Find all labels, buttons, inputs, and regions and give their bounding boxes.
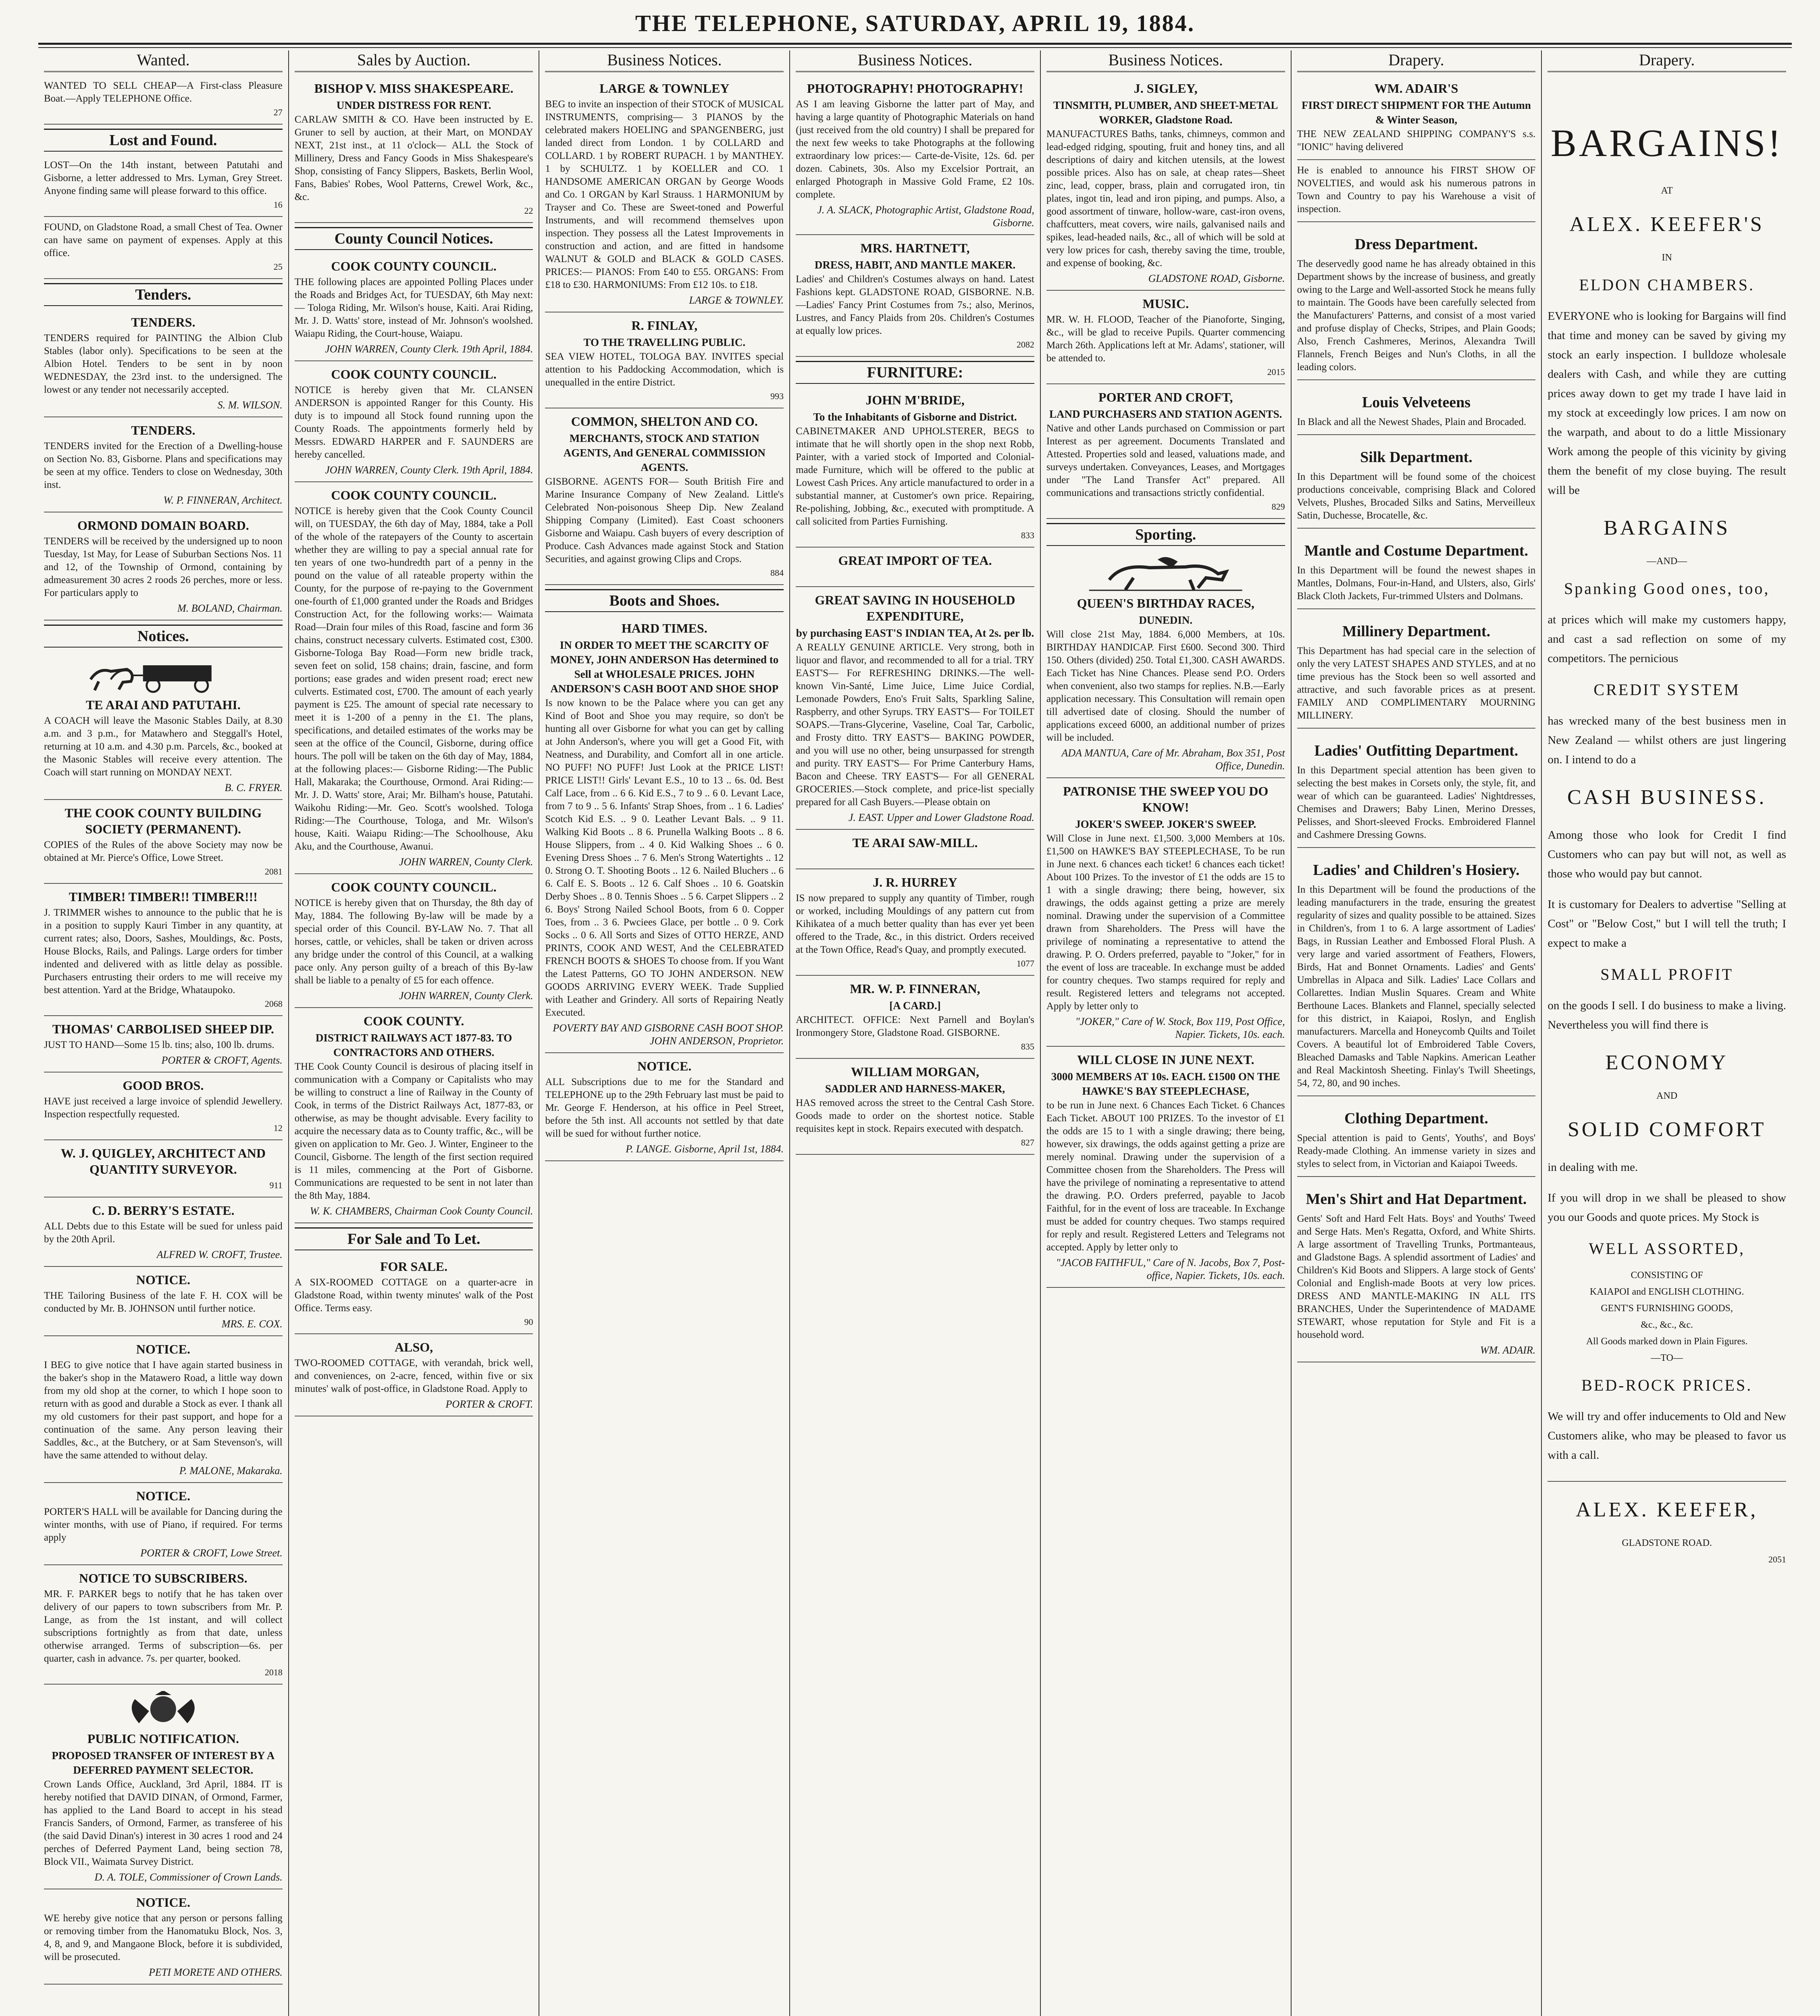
ad-body: ALL Debts due to this Estate will be sued for unless paid by the 20th April. [44, 1221, 283, 1245]
advertisement [796, 235, 1034, 357]
ad-body: MANUFACTURES Baths, tanks, chimneys, common and lead-edged ridging, spouting, fruit and honey tins, and all descriptions of dairy and kitchen utensils, at the lowest possible prices. Also has on sale, at cheap rates—Sheet zinc, lead, copper, brass, plain and corrugated iron, tin plates, ingot tin, lead and iron piping, and pumps. Also, a good assortment of tinware, hollow-ware, cast-iron ovens, chaffcutters, meat covers, wire nails, galvanised nails and spikes, lead-headed nails, &c., all of which will be sold at very low prices for cash, thereby saving the time, trouble, and expense of booking, &c. [1046, 129, 1285, 269]
ad-body: Ladies' and Children's Costumes always on hand. Latest Fashions kept. GLADSTONE ROAD, GISBORNE. N.B.—Ladies' Fancy Print Costumes from 7s.; also, Merinos, Lustres, and Fancy Plaids from 20s. Children's Costumes at equally low prices. [796, 274, 1034, 336]
ad-body: THE Cook County Council is desirous of placing itself in communication with a Company or Capitalists who may be willing to construct a line of Railway in the County of Cook, in terms of the District Railways Act, 1877-83, or otherwise, as may be thought advisable. Every facility to acquire the necessary data as to County traffic, &c., will be given on application to Mr. Geo. J. Winter, Engineer to the Council, Gisborne. The length of the first section required is 11 miles, commencing at the Port of Gisborne. Communications are requested to be sent in not later than the 8th May, 1884. [294, 1061, 533, 1201]
advertisement [796, 830, 1034, 869]
ad-body: Native and other Lands purchased on Commission or part Interest as per agreement. Documents Translated and Attested. Properties sold and leased, valuations made, and surveys undertaken. Conveyances, Leases, and Mortgages under "The Land Transfer Act" prepared. All communications and transactions strictly confidential. [1046, 423, 1285, 498]
ad-title: NOTICE. [136, 1489, 190, 1503]
body-paragraph: EVERYONE who is looking for Bargains will find that time and money can be saved by giving my stock an early inspection. I bulldoze wholesale dealers with Cash, and while they are cutting prices away down to get my trade I have laid in my stock at exceedingly low prices. I am now on the warpath, and about to do a little Missionary Work among the people of this vicinity by giving them the benefit of my close buying. The result will be [1548, 310, 1787, 497]
store-location: ELDON CHAMBERS. [1579, 276, 1755, 294]
ad-title: COOK COUNTY COUNCIL. [331, 880, 497, 894]
advertisement [44, 1073, 283, 1140]
ad-signature: J. EAST. Upper and Lower Gladstone Road. [848, 812, 1034, 823]
body-paragraph: has wrecked many of the best business men in New Zealand — whilst others are just lingering on. I intend to do a [1548, 714, 1787, 766]
bargains-subheading: BARGAINS [1604, 516, 1731, 539]
ad-title: JOHN M'BRIDE, [865, 393, 965, 407]
ad-title: PHOTOGRAPHY! PHOTOGRAPHY! [807, 81, 1023, 96]
ad-signature: ADA MANTUA, Care of Mr. Abraham, Box 351, Post Office, Dunedin. [1061, 747, 1285, 772]
ad-body: Will Close in June next. £1,500. 3,000 Members at 10s. £1,500 on HAWKE'S BAY STEEPLECHASE, To be run in June next. 6 chances each ticket! 6 chances each ticket! About 100 Prizes. To the investor of £1 the odds are 15 to 1 with a single drawing; there being, however, six drawings, the odds against getting a prize are merely nominal. Drawing under the supervision of a Committee drawn from Shareholders. The Press will have the privilege of nominating a representative to attend the drawing. P. O. Orders preferred, payable to "Joker," for in the event of loss are traceable. In exchange must be added for country cheques. Two stamps required for reply and result. Registered letters and telegrams not accepted. Apply by letter only to [1046, 833, 1285, 1012]
ad-body: In Black and all the Newest Shades, Plain and Brocaded. [1297, 417, 1527, 427]
column [789, 50, 1040, 2016]
ad-body: SEA VIEW HOTEL, TOLOGA BAY. INVITES special attention to his Paddocking Accommodation, which is unequalled in the entire District. [545, 351, 784, 388]
ad-subtitle: TINSMITH, PLUMBER, AND SHEET-METAL WORKER, Gladstone Road. [1053, 99, 1278, 126]
section-header: Notices. [44, 625, 283, 648]
ad-body: ARCHITECT. OFFICE: Next Parnell and Boylan's Ironmongery Store, Gladstone Road. GISBORNE. [796, 1014, 1034, 1038]
arms-illustration-icon [70, 1691, 256, 1727]
columns [38, 50, 1792, 2016]
ad-reference-number: 2051 [1768, 1554, 1787, 1564]
ad-title: TE ARAI AND PATUTAHI. [85, 698, 241, 712]
advertisement [44, 1016, 283, 1073]
ad-title: MR. W. P. FINNERAN, [850, 981, 980, 996]
ad-reference-number: 25 [273, 262, 283, 272]
ad-body: PORTER'S HALL will be available for Dancing during the winter months, with use of Piano, if required. For terms apply [44, 1506, 283, 1543]
ad-reference-number: 2082 [1016, 339, 1034, 350]
coach-illustration-icon [70, 657, 256, 694]
advertisement [1046, 778, 1285, 1047]
ad-body: AS I am leaving Gisborne the latter part of May, and having a large quantity of Photographic Materials on hand (just received from the old country) I shall be prepared for the next few weeks to take Photographs at the following extraordinary low prices:— Carte-de-Visite, 12s. 6d. per dozen. Cabinets, 30s. Also my Excelsior Portrait, an enlarged Photograph in Massive Gold Frame, £2 10s. complete. [796, 99, 1034, 200]
advertisement [44, 512, 283, 621]
ad-title: BISHOP V. MISS SHAKESPEARE. [314, 81, 514, 96]
horse-illustration-icon [1073, 556, 1259, 592]
section-header: Sporting. [1046, 523, 1285, 546]
advertisement [44, 417, 283, 512]
ad-reference-number: 884 [770, 568, 784, 578]
plain-figures-line: All Goods marked down in Plain Figures. [1586, 1336, 1748, 1347]
ad-body: NOTICE is hereby given that on Thursday, the 8th day of May, 1884. The following By-law will be made by a special order of this Council. BY-LAW No. 7. That all horses, cattle, or vehicles, shall be taken or driven across any bridge under the control of this Council, at a walking pace only. Any person guilty of a breach of this By-law shall be liable to a penalty of £5 for each offence. [294, 898, 533, 986]
ad-subtitle: DUNEDIN. [1139, 614, 1193, 626]
advertisement [796, 75, 1034, 235]
ad-body: Special attention is paid to Gents', Youths', and Boys' Ready-made Clothing. An immense variety in sizes and styles to select from, in Victorian and Kaiapoi Tweeds. [1297, 1133, 1536, 1169]
ad-title: C. D. BERRY'S ESTATE. [92, 1203, 235, 1218]
comfort-heading: SOLID COMFORT [1567, 1118, 1766, 1141]
ad-title: COOK COUNTY COUNCIL. [331, 259, 497, 273]
ad-body: I BEG to give notice that I have again started business in the baker's shop in the Matawero Road, a little way down from my old shop at the corner, to which I hope soon to return with as good and durable a Stock as ever. I thank all my old customers for their past support, and hope for a continuation of the same. Any person leaving their Saddles, &c., at the Butchery, or at Sam Stevenson's, will have the same attended to without delay. [44, 1360, 283, 1461]
ad-subtitle: LAND PURCHASERS AND STATION AGENTS. [1049, 408, 1282, 420]
ad-title: PUBLIC NOTIFICATION. [87, 1731, 239, 1746]
at-line: AT [1661, 185, 1673, 196]
ad-signature: B. C. FRYER. [225, 782, 283, 793]
column [38, 50, 288, 2016]
advertisement [44, 155, 283, 217]
column [1040, 50, 1291, 2016]
column-header: Business Notices. [1046, 50, 1285, 72]
ad-title: FOR SALE. [380, 1259, 448, 1274]
advertisement [295, 75, 533, 223]
section-header: FURNITURE: [796, 361, 1034, 384]
ad-title: NOTICE. [136, 1895, 190, 1910]
advertisement [1297, 529, 1536, 609]
clothing-line: KAIAPOI and ENGLISH CLOTHING. [1589, 1287, 1744, 1297]
ad-title: GREAT SAVING IN HOUSEHOLD EXPENDITURE, [815, 593, 1015, 623]
ad-body: WE hereby give notice that any person or persons falling or removing timber from the Hanomatuku Block, Nos. 3, 4, 8, and 9, and Mangaone Block, before it is subdivided, will be prosecuted. [44, 1913, 283, 1962]
ad-body: Is now known to be the Palace where you can get any Kind of Boot and Shoe you may require, so don't be hunting all over Gisborne for what you can get by calling at John Anderson's, where you will get a Good Fit, with Neatness, and Durability, and Comfort all in one article. NO PUFF! NO PUFF! Just Look at the PRICE LIST! PRICE LIST!! Girls' Levant E.S., 10 to 13 .. 6s. 0d. Best Calf Lace, from .. 6 6. Kid E.S., 7 to 9 .. 6 0. Levant Lace, from 7 to 9 .. 5 6. Infants' Strap Shoes, from .. 1 6. Ladies' Scotch Kid E.S. .. 9 0. Leather Levant Bals. .. 9 11. Walking Kid Boots .. 8 6. Prunella Walking Boots .. 8 6. House Slippers, from .. 4 0. Kid Walking Shoes .. 6 0. Evening Dress Shoes .. 7 6. Men's Strong Watertights .. 12 0. Strong O. T. Shooting Boots .. 12 6. Nailed Bluchers .. 6 6. Calf E. S. Boots .. 12 6. Calf Shoes .. 10 6. Goatskin Derby Shoes .. 8 0. Tennis Shoes .. 5 6. Carpet Slippers .. 2 6. Boys' Strong Nailed School Boots, from 6 0. Copper Toes, from .. 3 6. Pwciees Glace, per bottle .. 0 9. Cork Socks .. 0 6. All Sorts and Sizes of OTTO HERZE, AND PRINTS, COOK AND WEST, And the CELEBRATED FRENCH BOOTS & SHOES To choose from. If you Want the Latest Patterns, GO TO JOHN ANDERSON. NEW GOODS ARRIVING EVERY WEEK. Trade Supplied with Leather and Grindery. All sorts of Repairing Neatly Executed. [545, 698, 784, 1018]
advertisement [44, 75, 283, 125]
column-header: Wanted. [44, 50, 283, 72]
advertisement [796, 587, 1034, 830]
etc-line: &c., &c., &c. [1641, 1320, 1693, 1330]
advertisement [44, 800, 283, 884]
ad-title: QUEEN'S BIRTHDAY RACES, [1077, 596, 1254, 610]
ad-subtitle: 3000 MEMBERS AT 10s. EACH. £1500 ON THE HAWKE'S BAY STEEPLECHASE, [1051, 1070, 1280, 1097]
ad-body: TENDERS required for PAINTING the Albion Club Stables (labor only). Specifications to be seen at the Albion Hotel. Tenders to be sent in by noon WEDNESDAY, the 23rd inst. to the undersigned. The lowest or any tender not necessarily accepted. [44, 333, 283, 395]
ad-signature: W. K. CHAMBERS, Chairman Cook County Council. [310, 1205, 533, 1217]
ad-title: J. R. HURREY [873, 875, 957, 889]
ad-subtitle: DISTRICT RAILWAYS ACT 1877-83. TO CONTRACTORS AND OTHERS. [315, 1032, 512, 1058]
ad-signature: JOHN WARREN, County Clerk. 19th April, 1884. [325, 343, 533, 355]
ad-title: TE ARAI SAW-MILL. [852, 835, 978, 850]
ad-subtitle: SADDLER AND HARNESS-MAKER, [825, 1083, 1005, 1095]
ad-signature: M. BOLAND, Chairman. [177, 602, 283, 614]
section-header: Tenders. [44, 283, 283, 306]
ad-signature: PORTER & CROFT, Lowe Street. [140, 1547, 283, 1559]
ad-reference-number: 833 [1021, 530, 1034, 540]
ad-subtitle: by purchasing EAST'S INDIAN TEA, At 2s. per lb. [796, 627, 1034, 639]
ad-body: In this Department will be found some of the choicest productions conceivable, comprising Black and Colored Velvets, Plushes, Brocaded Silks and Satins, Merveilleux Satin, Duchesse, Brocatelle, &c. [1297, 471, 1536, 521]
masthead-rule [38, 43, 1792, 48]
ad-title: TENDERS. [131, 423, 196, 437]
ad-subtitle: TO THE TRAVELLING PUBLIC. [583, 336, 746, 348]
signature-name: ALEX. KEEFER, [1576, 1498, 1758, 1521]
column [1541, 50, 1792, 2016]
in-line: IN [1662, 252, 1672, 263]
ad-body: FOUND, on Gladstone Road, a small Chest of Tea. Owner can have same on payment of expenses. Apply at this office. [44, 222, 283, 258]
tagline: Spanking Good ones, too, [1564, 579, 1770, 598]
ad-body: CABINETMAKER AND UPHOLSTERER, BEGS to intimate that he will shortly open in the shop next Robb, Painter, with a varied stock of Imported and Colonial-made Furniture, which will be offered to the public at Lowest Cash Prices. Any article manufactured to order in a substantial manner, at Customer's own price. Repairing, Re-polishing, Jobbing, &c., executed with promptitude. A call solicited from Parties Furnishing. [796, 426, 1034, 527]
advertisement [1046, 291, 1285, 384]
ad-body: ALL Subscriptions due to me for the Standard and TELEPHONE up to the 29th February last must be paid to Mr. George F. Henderson, at his office in Peel Street, before the 5th inst. All accounts not settled by that date will be sued for without further notice. [545, 1077, 784, 1139]
ad-body: THE following places are appointed Polling Places under the Roads and Bridges Act, for TUESDAY, 6th May next:— Tologa Riding, Mr. Wilson's house, Kaiti. Arai Riding, Mr. J. D. Watts' store, instead of Mr. Johnson's woolshed. Waiapu Riding, the Court-house, Waiapu. [294, 277, 533, 339]
ad-body: WANTED TO SELL CHEAP—A First-class Pleasure Boat.—Apply TELEPHONE Office. [44, 80, 283, 104]
ad-body: J. TRIMMER wishes to announce to the public that he is in a position to supply Kauri Timber in any quantity, at current rates; also, Doors, Sashes, Mouldings, &c. Posts, House Blocks, Rails, and Palings. Large orders for timber indented and delivered with as little delay as possible. Purchasers entrusting their orders to me will receive my best attention. Yard at the Bridge, Whataupoko. [44, 907, 283, 996]
ad-signature: D. A. TOLE, Commissioner of Crown Lands. [94, 1871, 283, 1883]
ad-body: Crown Lands Office, Auckland, 3rd April, 1884. IT is hereby notified that DAVID DINAN, of Ormond, Farmer, has applied to the Land Board to accept in his stead Francis Sanders, of Ormond, Farmer, as transferee of his (the said David Dinan's) interest in 30 acres 1 rood and 24 perches of Deferred Payment Land, being section 78, Block VII., Waimata Survey District. [44, 1779, 283, 1867]
ad-title: NOTICE. [637, 1059, 692, 1073]
advertisement [295, 1008, 533, 1223]
department-heading: Clothing Department. [1344, 1110, 1488, 1127]
ad-body: Gents' Soft and Hard Felt Hats. Boys' and Youths' Tweed and Serge Hats. Men's Regatta, Oxford, and White Shirts. A large assortment of Travelling Trunks, Portmanteaus, and Gladstone Bags. A splendid assortment of Ladies' and Children's Kid Boots and Slippers. A large stock of Gents' Colonial and English-made Boots at very low prices. DRESS AND MANTLE-MAKING IN ALL ITS BRANCHES, Under the Superintendence of MADAME STEWART, whose reputation for Style and Fit is a household word. [1297, 1213, 1536, 1340]
advertisement [1297, 1096, 1536, 1177]
department-heading: Mantle and Costume Department. [1304, 542, 1529, 559]
ad-body: HAS removed across the street to the Central Cash Store. Goods made to order on the shortest notice. Stable requisites kept in stock. Repairs executed with despatch. [796, 1098, 1034, 1134]
ad-signature: W. P. FINNERAN, Architect. [163, 494, 283, 506]
ad-signature: WM. ADAIR. [1480, 1344, 1536, 1356]
advertisement [44, 1685, 283, 1889]
department-heading: Millinery Department. [1342, 623, 1491, 640]
ad-signature: J. A. SLACK, Photographic Artist, Gladstone Road, Gisborne. [817, 204, 1034, 229]
signature-address: GLADSTONE ROAD. [1622, 1538, 1712, 1548]
ad-body: HAVE just received a large invoice of splendid Jewellery. Inspection respectfully requested. [44, 1096, 283, 1120]
ad-body: BEG to invite an inspection of their STOCK of MUSICAL INSTRUMENTS, comprising— 3 PIANOS by the celebrated makers HOELING and SPANGENBERG, just landed direct from London. 1 by COLLARD and COLLARD. 1 by ROBERT RUPACH. 1 by MANTHEY. 1 by SCHULTZ. 1 by KOELLER and CO. 1 HANDSOME AMERICAN ORGAN by George Woods and Co. 1 ORGAN by Karl Strauss. 1 HARMONIUM by Trayser and Co. These are Sweet-toned and Powerful Instruments, and will recommend themselves upon inspection. They possess all the Latest Improvements in construction and action, and are fitted in handsome WALNUT & GOLD and BLACK & GOLD CASES. PRICES:— PIANOS: From £40 to £55. ORGANS: From £18 to £30. HARMONIUMS: From £12 10s. to £18. [545, 99, 784, 290]
ad-body: IS now prepared to supply any quantity of Timber, rough or worked, including Mouldings of any pattern cut from Kihikatea of a much better quality than has ever yet been offered to the Trade, &c., in this district. Orders received at the Town Office, Read's Quay, and promptly executed. [796, 893, 1034, 955]
ad-title: GOOD BROS. [123, 1078, 204, 1093]
ad-reference-number: 2081 [264, 866, 283, 877]
ad-body: Will close 21st May, 1884. 6,000 Members, at 10s. BIRTHDAY HANDICAP. First £600. Second 300. Third 150. Others (divided) 250. Total £1,300. CASH AWARDS. Each Ticket has Nine Chances. Please send P.O. Orders when convenient, also two stamps for replies. N.B.—Early application necessary. This Consultation will remain open till advertised date of closing. Should the number of applications exceed 6000, an additional number of prizes will be included. [1046, 629, 1285, 743]
advertisement [44, 1198, 283, 1267]
ad-subtitle: PROPOSED TRANSFER OF INTEREST BY A DEFERRED PAYMENT SELECTOR. [52, 1749, 275, 1776]
advertisement [1297, 160, 1536, 222]
advertisement [1046, 549, 1285, 778]
advertisement [1046, 1047, 1285, 1288]
section-header: For Sale and To Let. [295, 1227, 533, 1250]
ad-body: He is enabled to announce his FIRST SHOW OF NOVELTIES, and would ask his numerous patrons in Town and Country to pay his Warehouse a visit of inspection. [1297, 165, 1536, 215]
bargains-heading: BARGAINS! [1550, 121, 1783, 165]
department-heading: Men's Shirt and Hat Department. [1306, 1191, 1527, 1208]
ad-reference-number: 1077 [1016, 958, 1034, 968]
advertisement [44, 1565, 283, 1685]
department-heading: Louis Velveteens [1362, 394, 1471, 411]
ad-subtitle: [A CARD.] [889, 1000, 941, 1012]
ad-body: In this Department will be found the productions of the leading manufacturers in the trade, ensuring the greatest regularity of sizes and quality possible to be attained. Sizes in Children's, from 1 to 6. A large assortment of Ladies' Bags, in Russian Leather and Embossed Floral Plush. A very large and varied assortment of Feathers, Flowers, Birds, Hat and Bonnet Ornaments. Ladies' and Gents' Umbrellas in Alpaca and Silk. Ladies' Lace Collars and Collarettes. Indian Muslin Squares. Cream and White Berthoune Laces. Blankets and Flannel, specially selected for this district, in Kaiapoi, Roslyn, and English manufacturers. Marcella and Honeycomb Quilts and Toilet Covers. A beautiful lot of Embroidered Table Covers, Bleached Damasks and Table Napkins. American Leather and Real Mackintosh Sheeting. Finlay's Twill Sheetings, 54, 72, 80, and 90 inches. [1297, 884, 1536, 1089]
to-line: —TO— [1651, 1353, 1683, 1363]
ad-signature: "JACOB FAITHFUL," Care of N. Jacobs, Box 7, Post-office, Napier. Tickets, 10s. each. [1056, 1257, 1285, 1281]
ad-subtitle: FIRST DIRECT SHIPMENT FOR THE Autumn & Winter Season, [1301, 99, 1531, 126]
ad-title: GREAT IMPORT OF TEA. [838, 553, 992, 568]
ad-reference-number: 12 [273, 1123, 283, 1133]
ad-body: This Department has had special care in the selection of only the very LATEST SHAPES AND STYLES, and at no time previous has the Stock been so well assorted and attractive, and such favorable prices as at present. FAMILY AND COMPLIMENTARY MOURNING MILLINERY. [1297, 646, 1536, 721]
ad-body: THE Tailoring Business of the late F. H. COX will be conducted by Mr. B. JOHNSON until further notice. [44, 1290, 283, 1314]
economy-heading: ECONOMY [1605, 1051, 1728, 1074]
ad-signature: P. MALONE, Makaraka. [179, 1465, 283, 1477]
column [539, 50, 789, 2016]
ad-signature: JOHN WARREN, County Clerk. 19th April, 1884. [325, 464, 533, 476]
advertisement [295, 874, 533, 1008]
ad-body: A SIX-ROOMED COTTAGE on a quarter-acre in Gladstone Road, within twenty minutes' walk of the Post Office. Terms easy. [294, 1277, 533, 1314]
body-paragraph: If you will drop in we shall be pleased to show you our Goods and quote prices. My Stock is [1548, 1191, 1787, 1224]
ad-body: A COACH will leave the Masonic Stables Daily, at 8.30 a.m. and 3 p.m., for Matawhero and Steggall's Hotel, returning at 10 a.m. and 4.30 p.m. Parcels, &c., booked at the Masonic Stables will receive every attention. The Coach will start running on MONDAY NEXT. [44, 715, 283, 778]
ad-reference-number: 2015 [1267, 367, 1285, 377]
body-paragraph: It is customary for Dealers to advertise "Selling at Cost" or "Below Cost," but I will tell the truth; I expect to make a [1548, 898, 1787, 950]
ad-title: PORTER AND CROFT, [1098, 390, 1233, 404]
ad-reference-number: 27 [273, 107, 283, 117]
ad-signature: JOHN WARREN, County Clerk. [399, 990, 533, 1002]
ad-subtitle: JOKER'S SWEEP. JOKER'S SWEEP. [1075, 818, 1256, 830]
column-header: Sales by Auction. [295, 50, 533, 72]
section-header: Lost and Found. [44, 129, 283, 152]
ad-title: MUSIC. [1142, 296, 1189, 311]
ad-reference-number: 90 [524, 1317, 533, 1327]
column [288, 50, 539, 2016]
advertisement [44, 1267, 283, 1336]
bedrock-heading: BED-ROCK PRICES. [1581, 1376, 1753, 1394]
ad-title: COMMON, SHELTON AND CO. [571, 414, 758, 429]
ad-title: NOTICE. [136, 1272, 190, 1287]
ad-body: TENDERS will be received by the undersigned up to noon Tuesday, 1st May, for Lease of Suburban Sections Nos. 11 and 12, of the Township of Ormond, containing by admeasurement 30 acres 2 roods 26 perches, more or less. For particulars apply to [44, 536, 283, 598]
ad-title: COOK COUNTY COUNCIL. [331, 488, 497, 502]
ad-signature: ALFRED W. CROFT, Trustee. [156, 1249, 283, 1260]
ad-body: NOTICE is hereby given that the Cook County Council will, on TUESDAY, the 6th day of May, 1884, take a Poll of the whole of the ratepayers of the County to ascertain whether they are willing to pay a special annual rate for ten years of one two-hundredth part of a penny in the pound on the value of all rateable property within the County, for the purpose of re-paying to the Government one-fourth of £1,000 granted under the Roads and Bridges Construction Act, for the following works:— Waimata Road—Drain four miles of this Road, fascine and form 36 chains, construct necessary culverts. Estimated cost, £300. Gisborne-Tologa Bay Road—Form new bridle track, seven feet on solid, 158 chains; drain, fascine, and form portions; ease grades and widen present road; erect new culverts. Estimated cost, £700. The amount of each yearly payment is £25. The amount of special rate necessary to meet it is 1-200 of a penny in the £1. The plans, specifications, and detailed estimates of the works may be seen at the office of the Council, Gisborne, during office hours. The poll will be taken on the 6th day of May, 1884, at the following places:— Gisborne Riding:—The Public Hall, Makaraka; the Courthouse, Ormond. Arai Riding:—Mr. J. D. Watts' store, Arai; Mr. Bilham's house, Patutahi. Waikohu Riding:—Mr. Geo. Scott's woolshed. Tologa Riding:—The Courthouse, Tologa, and Mr. Wilson's house, Kaiti. Waiapu Riding:—The Schoolhouse, Aku Aku, and the Courthouse, Awanui. [294, 506, 533, 852]
advertisement [1297, 435, 1536, 529]
divider [1548, 1481, 1786, 1482]
ad-title: WM. ADAIR'S [1374, 81, 1458, 96]
ad-body: In this Department special attention has been given to selecting the best makes in Corsets only, the style, fit, and wear of which can be guaranteed. Ladies' Nightdresses, Chemises and Drawers; Baby Linen, Merino Dresses, Pelisses, and Short-sleeved Frocks. Embroidered Flannel and Cashmere Dressing Gowns. [1297, 765, 1536, 840]
ad-signature: S. M. WILSON. [217, 399, 283, 411]
ad-title: W. J. QUIGLEY, ARCHITECT AND QUANTITY SURVEYOR. [60, 1146, 266, 1177]
section-header: Boots and Shoes. [545, 589, 784, 612]
ad-body: MR. W. H. FLOOD, Teacher of the Pianoforte, Singing, &c., will be glad to receive Pupils. Quarter commencing March 26th. Applications left at Mr. Adams', stationer, will be attended to. [1046, 314, 1285, 364]
ad-title: NOTICE TO SUBSCRIBERS. [79, 1571, 248, 1585]
advertisement [545, 312, 784, 408]
ad-reference-number: 2068 [264, 999, 283, 1009]
and-line: AND [1656, 1091, 1678, 1101]
column-header: Drapery. [1548, 50, 1786, 72]
and-line: —AND— [1647, 556, 1687, 566]
ad-reference-number: 993 [770, 391, 784, 401]
store-name: ALEX. KEEFER'S [1569, 213, 1764, 236]
advertisement [44, 217, 283, 279]
section-header: County Council Notices. [295, 227, 533, 250]
ad-reference-number: 835 [1021, 1041, 1034, 1052]
ad-body: MR. F. PARKER begs to notify that he has taken over delivery of our papers to town subscribers from Mr. P. Lange, as from the 1st instant, and will collect subscriptions fortnightly as from that date, unless otherwise arranged. Terms of subscription—6s. per quarter, cash in advance. 7s. per quarter, booked. [44, 1589, 283, 1664]
credit-heading: CREDIT SYSTEM [1593, 681, 1740, 699]
advertisement [1046, 384, 1285, 519]
ad-signature: PORTER & CROFT, Agents. [161, 1054, 283, 1066]
advertisement [44, 1483, 283, 1565]
advertisement [1297, 75, 1536, 160]
ad-title: THOMAS' CARBOLISED SHEEP DIP. [52, 1022, 274, 1036]
ad-title: TIMBER! TIMBER!! TIMBER!!! [69, 889, 258, 904]
ad-body: THE NEW ZEALAND SHIPPING COMPANY'S s.s. "IONIC" having delivered [1297, 129, 1536, 152]
advertisement [1297, 380, 1536, 435]
advertisement [295, 253, 533, 361]
cash-heading: CASH BUSINESS. [1567, 786, 1767, 809]
ad-subtitle: UNDER DISTRESS FOR RENT. [336, 99, 491, 111]
advertisement [545, 75, 784, 312]
advertisement [545, 1053, 784, 1161]
masthead: THE TELEPHONE, SATURDAY, APRIL 19, 1884. [635, 10, 1195, 36]
ad-subtitle: To the Inhabitants of Gisborne and District. [813, 411, 1017, 423]
ad-signature: POVERTY BAY AND GISBORNE CASH BOOT SHOP. JOHN ANDERSON, Proprietor. [553, 1022, 784, 1047]
advertisement [796, 1059, 1034, 1155]
advertisement [1297, 848, 1536, 1096]
ad-signature: P. LANGE. Gisborne, April 1st, 1884. [626, 1143, 784, 1155]
ad-body: to be run in June next. 6 Chances Each Ticket. 6 Chances Each Ticket. ABOUT 100 PRIZES. To the investor of £1 the odds are 15 to 1 with a single drawing; there being, however, six drawings, the odds against getting a prize are merely nominal. Drawing under the supervision of a Committee chosen from the Shareholders. The Press will have the privilege of nominating a representative to attend the drawing. P.O. Orders preferred, payable to Jacob Faithful, for in the event of loss are traceable. In Exchange must be added for country cheques. Two stamps required for reply and result. Registered Letters and Telegrams not accepted. Apply by letter only to [1046, 1100, 1285, 1253]
advertisement [44, 651, 283, 800]
ad-title: LARGE & TOWNLEY [599, 81, 730, 96]
ad-subtitle: IN ORDER TO MEET THE SCARCITY OF MONEY, JOHN ANDERSON Has determined to Sell at WHOLESALE PRICES. JOHN ANDERSON'S CASH BOOT AND SHOE SHOP [550, 639, 779, 695]
ad-title: ORMOND DOMAIN BOARD. [77, 518, 249, 533]
advertisement [796, 869, 1034, 976]
ad-title: R. FINLAY, [631, 318, 698, 333]
ad-body: The deservedly good name he has already obtained in this Department shows by the increase of business, and greatly owing to the Large and Well-assorted Stock he means fully to maintain. The Goods have been carefully selected from the Manufacturers' Patterns, and consist of a most varied and profuse display of Checks, Stripes, and Plain Goods; Also, French Cashmeres, Merinos, Alexandra Twill Flannels, French Beiges and Nun's Cloths, in all the leading colors. [1297, 258, 1536, 373]
advertisement [796, 976, 1034, 1059]
ad-title: WILLIAM MORGAN, [851, 1064, 980, 1079]
ad-reference-number: 2018 [264, 1667, 283, 1677]
body-paragraph: at prices which will make my customers happy, and cast a sad reflection on some of my competitors. The pernicious [1548, 613, 1787, 665]
column [1291, 50, 1541, 2016]
advertisement [295, 482, 533, 874]
ad-reference-number: 827 [1021, 1137, 1034, 1148]
ad-body: TWO-ROOMED COTTAGE, with verandah, brick well, and conveniences, on 2-acre, fenced, within five or six minutes' walk of post-office, in Gladstone Road. Apply to [294, 1358, 533, 1394]
ad-body: NOTICE is hereby given that Mr. CLANSEN ANDERSON is appointed Ranger for this County. His duty is to impound all Stock found running upon the County Roads. The appointments formerly held by Messrs. EDWARD HARPER and F. SAUNDERS are hereby cancelled. [294, 385, 533, 460]
column-header: Business Notices. [545, 50, 784, 72]
advertisement [44, 1140, 283, 1198]
advertisement [796, 548, 1034, 587]
advertisement [545, 408, 784, 585]
body-paragraph: in dealing with me. [1548, 1161, 1638, 1174]
advertisement [295, 1254, 533, 1334]
advertisement [44, 1889, 283, 1985]
stock-heading: WELL ASSORTED, [1589, 1239, 1745, 1258]
advertisement [44, 884, 283, 1016]
department-heading: Ladies' and Children's Hosiery. [1313, 862, 1520, 879]
ad-signature: "JOKER," Care of W. Stock, Box 119, Post Office, Napier. Tickets, 10s. each. [1075, 1016, 1285, 1040]
ad-title: PATRONISE THE SWEEP YOU DO KNOW! [1063, 784, 1269, 814]
ad-signature: JOHN WARREN, County Clerk. [399, 856, 533, 868]
consisting-line: CONSISTING OF [1631, 1270, 1703, 1281]
ad-title: ALSO, [395, 1340, 433, 1354]
ad-title: J. SIGLEY, [1134, 81, 1198, 96]
ad-subtitle: DRESS, HABIT, AND MANTLE MAKER. [814, 259, 1016, 271]
department-heading: Ladies' Outfitting Department. [1314, 742, 1518, 759]
advertisement [44, 309, 283, 417]
ad-title: NOTICE. [136, 1342, 190, 1356]
ad-body: GISBORNE. AGENTS FOR— South British Fire and Marine Insurance Company of New Zealand. Little's Celebrated Non-poisonous Sheep Dip. New Zealand Shipping Company (Limited). East Coast schooners Gisborne and Waiapu. Cash buyers of every description of Produce. Cash Advances made against Stock and Station Securities, and against growing Clips and Crops. [545, 476, 784, 564]
advertisement [1046, 75, 1285, 291]
column-header: Drapery. [1297, 50, 1536, 72]
ad-body: TENDERS invited for the Erection of a Dwelling-house on Section No. 83, Gisborne. Plans and specifications may be seen at my office. Tenders to close on Wednesday, 30th inst. [44, 441, 283, 490]
ad-signature: PETI MORETE AND OTHERS. [148, 1966, 283, 1978]
ad-body: COPIES of the Rules of the above Society may now be obtained at Mr. Pierce's Office, Lowe Street. [44, 839, 283, 863]
advertisement [1297, 609, 1536, 729]
body-paragraph: We will try and offer inducements to Old and New Customers alike, who may be pleased to favor us with a call. [1548, 1410, 1787, 1462]
ad-body: LOST—On the 14th instant, between Patutahi and Gisborne, a letter addressed to Mrs. Lyman, Grey Street. Anyone finding same will please forward to this office. [44, 160, 283, 196]
ad-title: MRS. HARTNETT, [860, 241, 970, 255]
advertisement [295, 1334, 533, 1416]
ad-body: CARLAW SMITH & CO. Have been instructed by E. Gruner to sell by auction, at their Mart, on MONDAY NEXT, 21st inst., at 11 o'clock— ALL the Stock of Millinery, Dress and Fancy Goods in Miss Shakespeare's Shop, consisting of Fancy Slippers, Baskets, Berlin Wool, Fans, Babies' Robes, Wool Patterns, Crewel Work, &c., &c. [294, 114, 533, 202]
gents-line: GENT'S FURNISHING GOODS, [1601, 1303, 1733, 1314]
ad-body: JUST TO HAND—Some 15 lb. tins; also, 100 lb. drums. [44, 1039, 275, 1050]
profit-heading: SMALL PROFIT [1600, 965, 1734, 983]
ad-title: COOK COUNTY. [363, 1014, 464, 1028]
ad-reference-number: 829 [1271, 502, 1285, 512]
advertisement [1297, 729, 1536, 848]
advertisement [545, 615, 784, 1053]
ad-title: WILL CLOSE IN JUNE NEXT. [1077, 1052, 1254, 1067]
ad-reference-number: 911 [269, 1180, 283, 1190]
department-heading: Silk Department. [1360, 449, 1473, 466]
advertisement [796, 387, 1034, 548]
ad-signature: PORTER & CROFT. [445, 1398, 533, 1410]
ad-signature: GLADSTONE ROAD, Gisborne. [1148, 273, 1285, 284]
ad-title: HARD TIMES. [621, 621, 707, 635]
body-paragraph: on the goods I sell. I do business to make a living. Nevertheless you will find there is [1548, 999, 1787, 1031]
advertisement [1297, 1177, 1536, 1362]
ad-body: In this Department will be found the newest shapes in Mantles, Dolmans, Four-in-Hand, and Ulsters, also, Girls' Black Cloth Jackets, Fur-trimmed Ulsters and Dolmans. [1297, 565, 1536, 602]
department-heading: Dress Department. [1354, 236, 1478, 253]
ad-reference-number: 22 [524, 206, 533, 216]
advertisement [295, 361, 533, 482]
ad-subtitle: MERCHANTS, STOCK AND STATION AGENTS, And GENERAL COMMISSION AGENTS. [563, 432, 765, 473]
ad-title: COOK COUNTY COUNCIL. [331, 367, 497, 381]
ad-signature: MRS. E. COX. [221, 1318, 283, 1330]
body-paragraph: Among those who look for Credit I find Customers who can pay but will not, as well as those who would pay but cannot. [1548, 829, 1787, 880]
ad-signature: LARGE & TOWNLEY. [689, 294, 784, 306]
ad-reference-number: 16 [273, 200, 283, 210]
advertisement [44, 1336, 283, 1483]
column-header: Business Notices. [796, 50, 1034, 72]
ad-title: THE COOK COUNTY BUILDING SOCIETY (PERMANENT). [64, 806, 262, 836]
advertisement [1297, 222, 1536, 380]
ad-title: TENDERS. [131, 315, 196, 329]
ad-body: A REALLY GENUINE ARTICLE. Very strong, both in liquor and flavor, and recommended to all for a trial. TRY EAST'S— For REFRESHING DRINKS.—The well-known Vin-Santé, Lime Juice, Lime Juice Cordial, Lemonade Powders, Eno's Fruit Salts, Sparkling Saline, Raspberry, and other Syrups. TRY EAST'S— For TOILET SOAPS.—Trans-Glycerine, Vaseline, Coal Tar, Carbolic, and Frosty ditto. TRY EAST'S— BAKING POWDER, and you will use no other, being unsurpassed for strength and purity. TRY EAST'S— For Prime Canterbury Hams, Bacon and Cheese. TRY EAST'S— For all GENERAL GROCERIES.—Stock complete, and price-list specially prepared for all Cash Buyers.—Please obtain on [796, 642, 1034, 808]
